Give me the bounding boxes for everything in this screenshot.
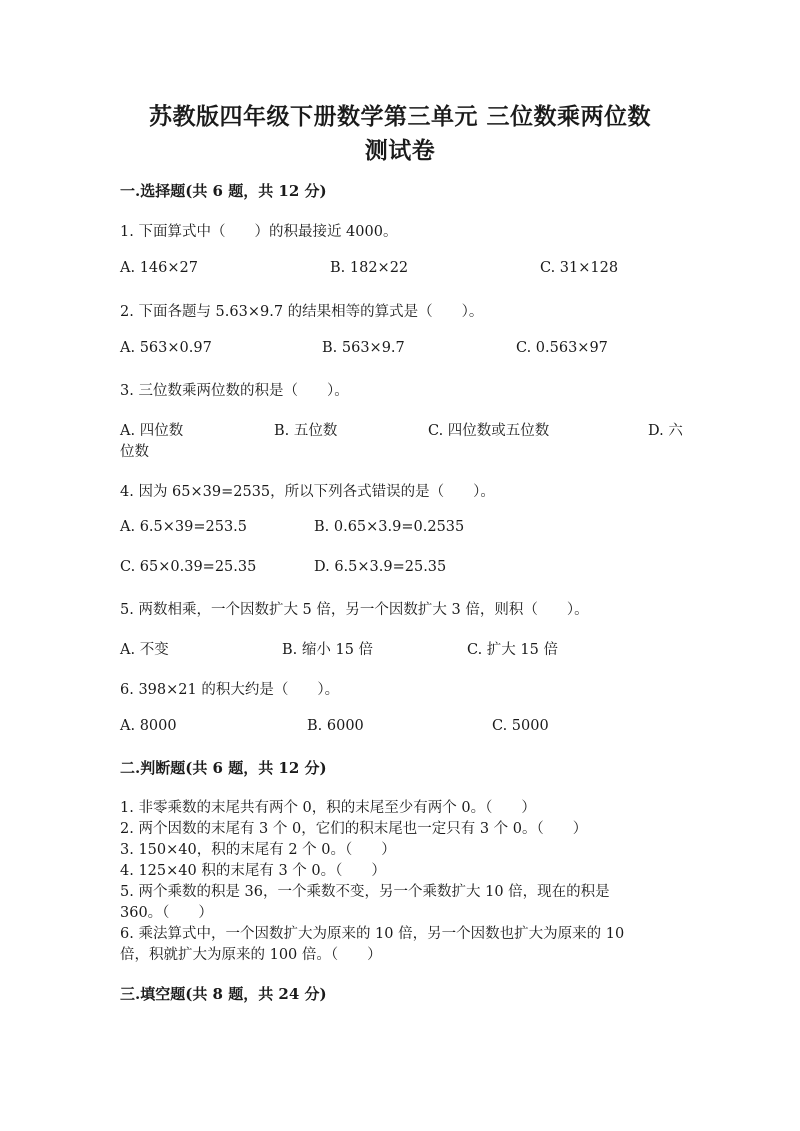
q4-option-d: D. 6.5×3.9=25.35	[314, 559, 447, 575]
q3-option-a: A. 四位数	[120, 423, 184, 439]
judgement-line-1: 1. 非零乘数的末尾共有两个 0，积的末尾至少有两个 0。（ ）	[120, 800, 536, 816]
q3-option-d-wrap: 位数	[120, 444, 149, 460]
q3-option-c: C. 四位数或五位数	[428, 423, 550, 439]
q4-option-a: A. 6.5×39=253.5	[120, 519, 248, 535]
judgement-line-2: 2. 两个因数的末尾有 3 个 0，它们的积末尾也一定只有 3 个 0。（ ）	[120, 821, 588, 837]
q2-option-b: B. 563×9.7	[322, 340, 405, 356]
question-2: 2. 下面各题与 5.63×9.7 的结果相等的算式是（ ）。	[120, 304, 484, 320]
page-title: 苏教版四年级下册数学第三单元 三位数乘两位数	[148, 103, 651, 130]
question-5: 5. 两数相乘，一个因数扩大 5 倍，另一个因数扩大 3 倍，则积（ ）。	[120, 602, 589, 618]
q1-option-b: B. 182×22	[330, 260, 409, 276]
question-1: 1. 下面算式中（ ）的积最接近 4000。	[120, 224, 398, 240]
q3-option-b: B. 五位数	[274, 423, 338, 439]
judgement-line-5: 5. 两个乘数的积是 36，一个乘数不变，另一个乘数扩大 10 倍，现在的积是	[120, 884, 610, 900]
q4-option-c: C. 65×0.39=25.35	[120, 559, 257, 575]
q4-option-b: B. 0.65×3.9=0.2535	[314, 519, 465, 535]
q1-option-c: C. 31×128	[540, 260, 619, 276]
question-6: 6. 398×21 的积大约是（ ）。	[120, 682, 340, 698]
section-heading-judgement: 二.判断题(共 6 题，共 12 分)	[120, 759, 327, 777]
judgement-line-3: 3. 150×40，积的末尾有 2 个 0。（ ）	[120, 842, 396, 858]
judgement-line-6-wrap: 倍，积就扩大为原来的 100 倍。（ ）	[120, 947, 382, 963]
q5-option-a: A. 不变	[120, 642, 169, 658]
judgement-line-4: 4. 125×40 积的末尾有 3 个 0。（ ）	[120, 863, 386, 879]
section-heading-choice: 一.选择题(共 6 题，共 12 分)	[120, 182, 327, 200]
judgement-line-6: 6. 乘法算式中，一个因数扩大为原来的 10 倍，另一个因数也扩大为原来的 10	[120, 926, 625, 942]
judgement-line-5-wrap: 360。（ ）	[120, 905, 213, 921]
q2-option-c: C. 0.563×97	[516, 340, 608, 356]
q5-option-b: B. 缩小 15 倍	[282, 642, 374, 658]
q2-option-a: A. 563×0.97	[120, 340, 212, 356]
question-3: 3. 三位数乘两位数的积是（ ）。	[120, 383, 349, 399]
q5-option-c: C. 扩大 15 倍	[467, 642, 558, 658]
q6-option-a: A. 8000	[120, 718, 177, 734]
q1-option-a: A. 146×27	[120, 260, 198, 276]
q6-option-c: C. 5000	[492, 718, 549, 734]
q6-option-b: B. 6000	[307, 718, 364, 734]
section-heading-fill-in: 三.填空题(共 8 题，共 24 分)	[120, 985, 327, 1003]
q3-option-d: D. 六	[648, 423, 683, 439]
page-title-line2: 测试卷	[364, 137, 436, 164]
question-4: 4. 因为 65×39=2535，所以下列各式错误的是（ ）。	[120, 484, 495, 500]
